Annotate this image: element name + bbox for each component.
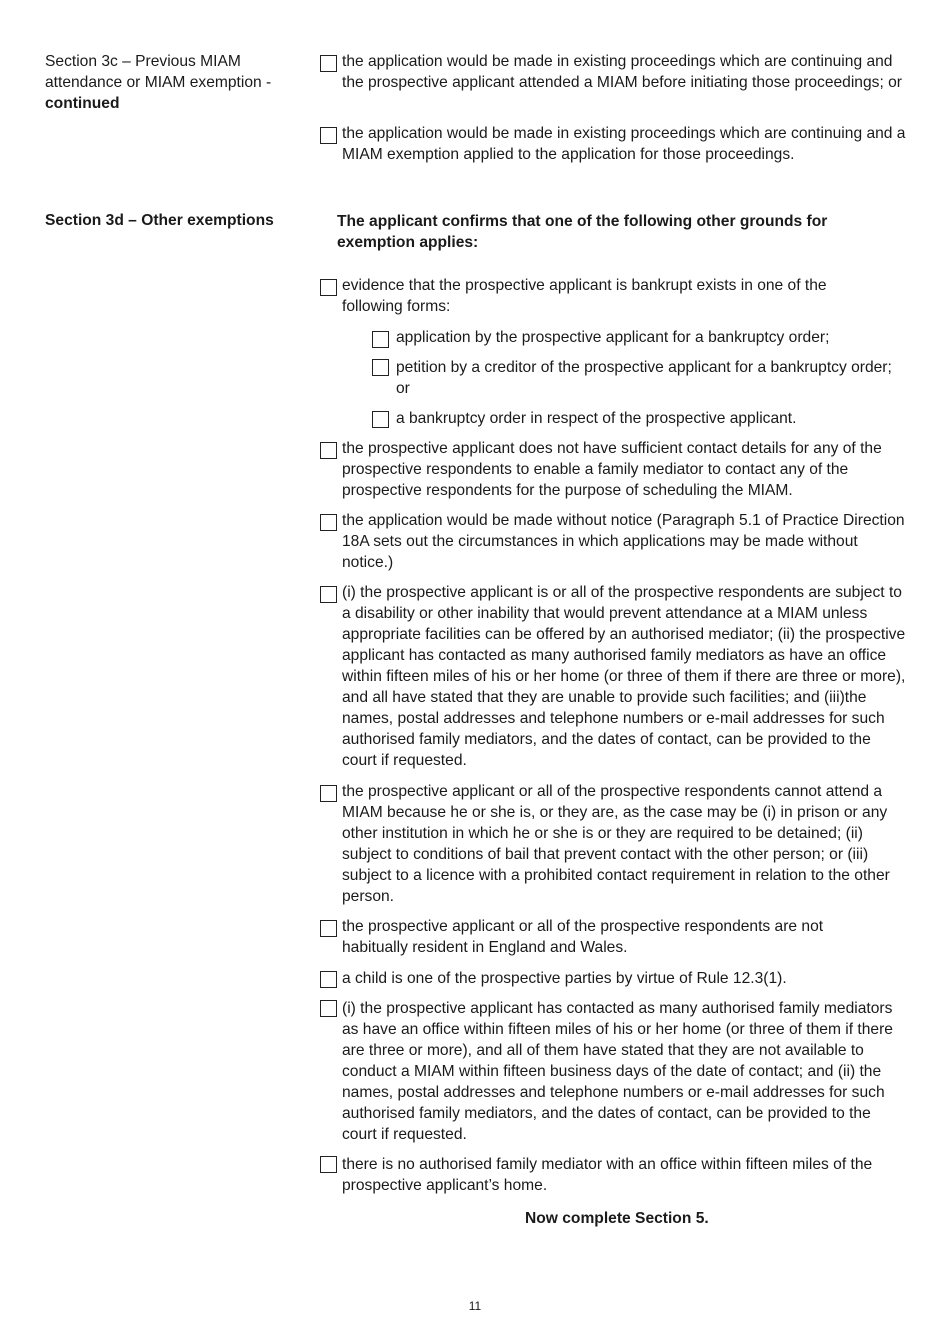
section-3c-item-1-checkbox[interactable] <box>320 55 337 72</box>
section-3c-label-continued: continued <box>45 95 120 112</box>
bankrupt-subitem-3-text: a bankruptcy order in respect of the prospective applicant. <box>396 410 797 427</box>
bankrupt-subitem-2-text: petition by a creditor of the prospective applicant for a bankruptcy order; or <box>396 359 892 397</box>
section-3d-item-3-text: (i) the prospective applicant is or all of the prospective respondents are subject to a disability or other inability that would prevent attendance at a MIAM unless appropriate facilities can be offered by an authorised mediator; (ii) the prospective applicant has contacted as many authorised family mediators as have an office within fifteen miles of his or her home (or three of them if there are three or more), and all have stated that they are unable to provide such facilities; and (iii)the names, postal addresses and telephone numbers or e-mail addresses for such authorised family mediators, and the dates of contact, can be provided to the court if requested. <box>342 584 906 769</box>
section-3d-item-7-checkbox[interactable] <box>320 1000 337 1017</box>
bankrupt-subitem-2-checkbox[interactable] <box>372 359 389 376</box>
section-3d-item-4-checkbox[interactable] <box>320 785 337 802</box>
section-3d-item-4-text: the prospective applicant or all of the prospective respondents cannot attend a MIAM because he or she is, or they are, as the case may be (i) in prison or any other institution in which he or she is or they are required to be detained; (ii) subject to conditions of bail that prevent contact with the other person; or (iii) subject to a licence with a prohibited contact requirement in relation to the other person. <box>342 783 890 905</box>
section-3d-item-6-text: a child is one of the prospective parties by virtue of Rule 12.3(1). <box>342 970 787 987</box>
section-3c-item-2-text: the application would be made in existing proceedings which are continuing and a MIAM exemption applied to the application for those proceedings. <box>342 125 906 163</box>
section-3d-item-3-checkbox[interactable] <box>320 586 337 603</box>
bankrupt-checkbox[interactable] <box>320 279 337 296</box>
section-3d-item-1-checkbox[interactable] <box>320 442 337 459</box>
section-3d-item-2-text: the application would be made without notice (Paragraph 5.1 of Practice Direction 18A sets out the circumstances in which applications may be made without notice.) <box>342 512 905 571</box>
section-3c-item-2-checkbox[interactable] <box>320 127 337 144</box>
section-3d-item-8-text: there is no authorised family mediator with an office within fifteen miles of the prospective applicant’s home. <box>342 1156 873 1194</box>
bankrupt-subitem-1-text: application by the prospective applicant for a bankruptcy order; <box>396 329 830 346</box>
section-3c-label <box>45 51 300 114</box>
section-3c-item-1-text: the application would be made in existing proceedings which are continuing and the prospective applicant attended a MIAM before initiating those proceedings; or <box>342 53 902 91</box>
section-3d-item-2-checkbox[interactable] <box>320 514 337 531</box>
section-3d-item-7-text: (i) the prospective applicant has contacted as many authorised family mediators as have an office within fifteen miles of his or her home (or three of them if there are three or more), and all of them have stated that they are not available to conduct a MIAM within fifteen business days of the date of contact; and (ii) the names, postal addresses and telephone numbers or e-mail addresses for such authorised family mediators, and the dates of contact, can be provided to the court if requested. <box>342 1000 893 1143</box>
section-3d-item-1-text: the prospective applicant does not have sufficient contact details for any of the prospective respondents to enable a family mediator to contact any of the prospective respondents for the purpose of scheduling the MIAM. <box>342 440 882 499</box>
section-3d-item-5-text: the prospective applicant or all of the prospective respondents are not habitually resident in England and Wales. <box>342 918 824 956</box>
section-3d-item-6-checkbox[interactable] <box>320 971 337 988</box>
page-number: 11 <box>468 1299 482 1313</box>
section-3d-heading: The applicant confirms that one of the following other grounds for exemption applies: <box>337 213 828 251</box>
bankrupt-subitem-1-checkbox[interactable] <box>372 331 389 348</box>
section-3c-label-line1: Section 3c – Previous MIAM <box>45 53 241 70</box>
complete-section-5-instruction: Now complete Section 5. <box>525 1210 709 1227</box>
bankrupt-subitem-3-checkbox[interactable] <box>372 411 389 428</box>
bankrupt-text: evidence that the prospective applicant is bankrupt exists in one of the following forms: <box>342 277 827 315</box>
section-3d-item-5-checkbox[interactable] <box>320 920 337 937</box>
section-3d-label: Section 3d – Other exemptions <box>45 212 274 229</box>
section-3c-label-line2: attendance or MIAM exemption - <box>45 74 272 91</box>
section-3d-item-8-checkbox[interactable] <box>320 1156 337 1173</box>
